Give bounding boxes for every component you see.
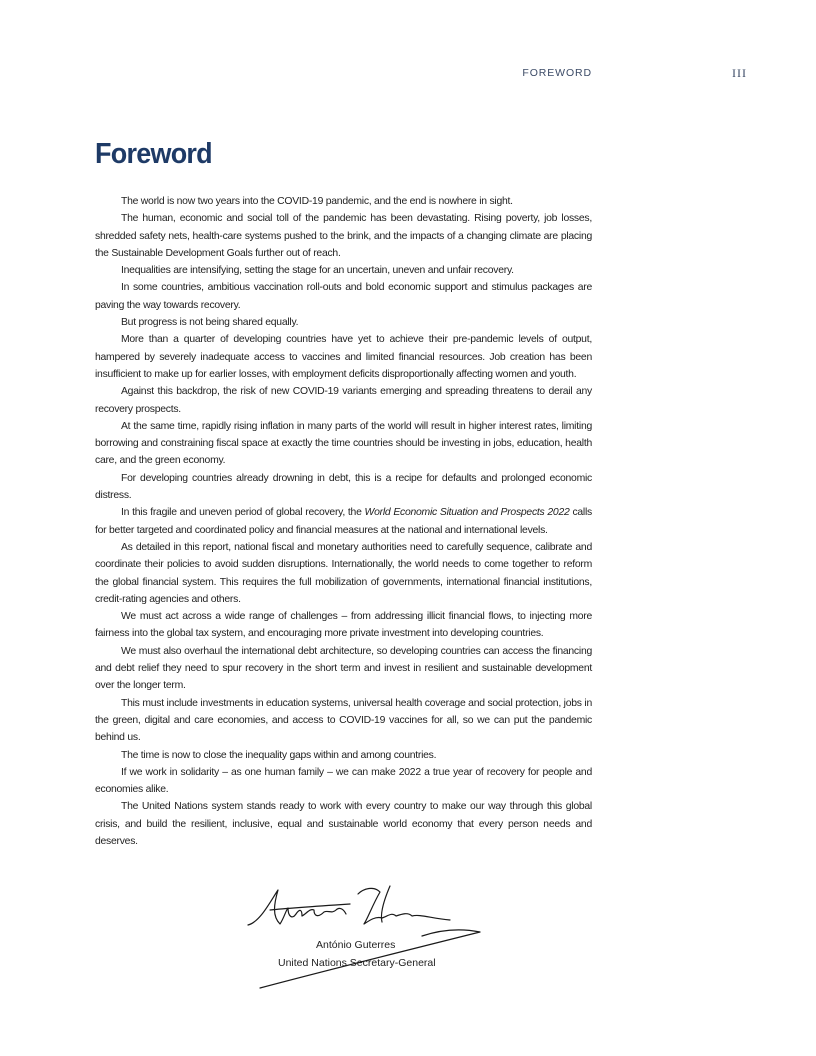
paragraph-text: In this fragile and uneven period of global recovery, the (121, 507, 365, 519)
paragraph-text: calls for better targeted and coordinated policy and financial measures at the national and international levels. (95, 507, 592, 536)
paragraph: In some countries, ambitious vaccination roll-outs and bold economic support and stimulus packages are paving the way towards recovery. (95, 282, 592, 311)
foreword-body (95, 193, 592, 850)
running-header-title: FOREWORD (522, 67, 592, 79)
paragraph: As detailed in this report, national fiscal and monetary authorities need to carefully sequence, calibrate and coordinate their policies to avoid sudden disruptions. Internationally, the world needs to come together to reform the global financial system. This requires the full mobilization of governments, international financial institutions, credit-rating agencies and others. (95, 541, 592, 605)
paragraph: At the same time, rapidly rising inflation in many parts of the world will result in higher interest rates, limiting borrowing and constraining fiscal space at exactly the time countries should be investing in jobs, education, health care, and the green economy. (95, 420, 592, 467)
paragraph-with-report-title (95, 504, 592, 539)
paragraph: The world is now two years into the COVID-19 pandemic, and the end is nowhere in sight. (121, 196, 513, 207)
paragraph: If we work in solidarity – as one human family – we can make 2022 a true year of recovery for people and economies alike. (95, 766, 592, 796)
signatory-name: António Guterres (316, 939, 396, 951)
signatory-title: United Nations Secretary-General (278, 957, 436, 969)
paragraph: Inequalities are intensifying, setting the stage for an uncertain, uneven and unfair recovery. (121, 265, 514, 277)
paragraph: The United Nations system stands ready to work with every country to make our way through this global crisis, and build the resilient, inclusive, equal and sustainable world economy that every person needs and deserves. (95, 801, 592, 847)
paragraph: We must act across a wide range of challenges – from addressing illicit financial flows, to injecting more fairness into the global tax system, and encouraging more private investment into developing countries. (95, 611, 592, 640)
handwritten-signature (240, 880, 490, 995)
page-title: Foreword (95, 138, 212, 170)
paragraph: The time is now to close the inequality gaps within and among countries. (121, 749, 437, 761)
paragraph: More than a quarter of developing countries have yet to achieve their pre-pandemic levels of output, hampered by severely inadequate access to vaccines and limited financial resources. Job creation has been insufficient to make up for earlier losses, with employment deficits disproportionally affecting women and youth. (95, 334, 592, 380)
page-number: III (732, 66, 747, 80)
paragraph: We must also overhaul the international debt architecture, so developing countries can access the financing and debt relief they need to spur recovery in the short term and invest in resilient and sustainable development over the longer term. (95, 645, 592, 692)
paragraph: But progress is not being shared equally. (121, 317, 299, 329)
paragraph: For developing countries already drowning in debt, this is a recipe for defaults and prolonged economic distress. (95, 472, 592, 502)
paragraph: This must include investments in education systems, universal health coverage and social protection, jobs in the green, digital and care economies, and access to COVID-19 vaccines for all, so we can put the pandemic behind us. (95, 697, 592, 744)
report-title-italic: World Economic Situation and Prospects 2022 (364, 507, 570, 519)
paragraph: Against this backdrop, the risk of new COVID-19 variants emerging and spreading threatens to derail any recovery prospects. (95, 386, 592, 415)
paragraph: The human, economic and social toll of the pandemic has been devastating. Rising poverty, job losses, shredded safety nets, health-care systems pushed to the brink, and the impacts of a changing climate are placing the Sustainable Development Goals further out of reach. (95, 213, 592, 259)
